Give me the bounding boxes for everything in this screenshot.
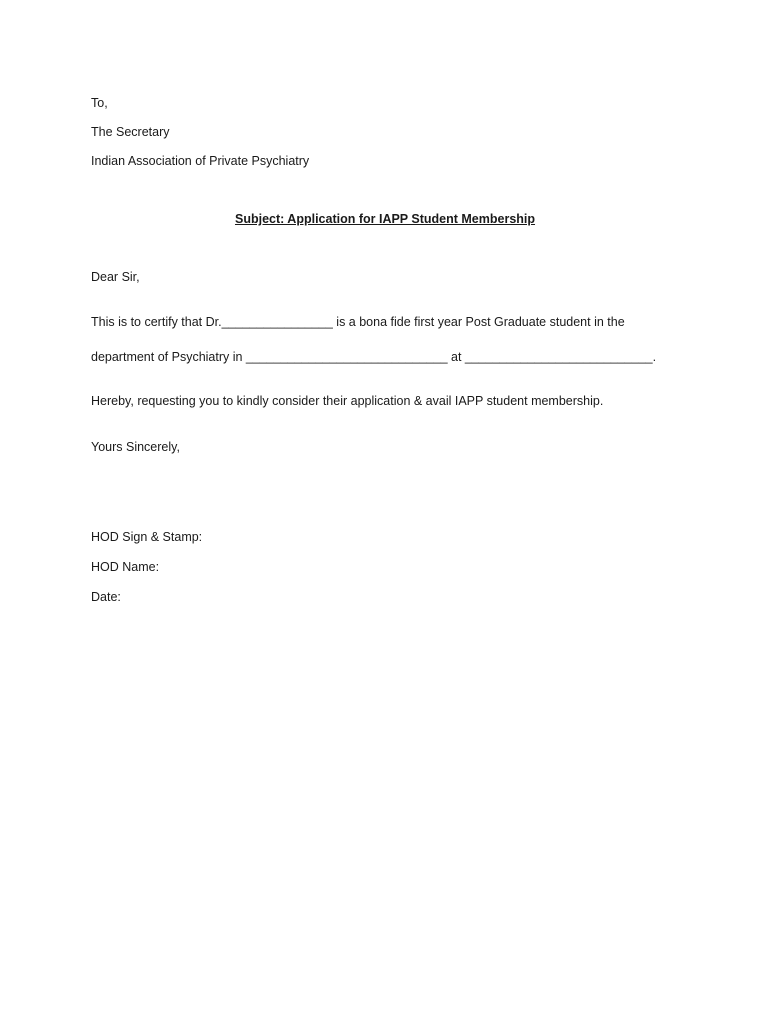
closing: Yours Sincerely, (91, 440, 180, 454)
body-line-request: Hereby, requesting you to kindly consider their application & avail IAPP student membership. (91, 394, 604, 408)
greeting: Dear Sir, (91, 270, 140, 284)
subject-line: Subject: Application for IAPP Student Membership (234, 212, 536, 226)
salutation-to: To, (91, 96, 108, 110)
recipient-title: The Secretary (91, 125, 170, 139)
hod-sign-label: HOD Sign & Stamp: (91, 530, 203, 544)
body-line-certify: This is to certify that Dr.________________ is a bona fide first year Post Graduate student in the (91, 315, 625, 329)
recipient-organization: Indian Association of Private Psychiatry (91, 154, 310, 168)
hod-name-label: HOD Name: (91, 560, 160, 574)
date-label: Date: (91, 590, 121, 604)
body-line-department: department of Psychiatry in _____________________________ at ___________________________. (91, 350, 657, 364)
